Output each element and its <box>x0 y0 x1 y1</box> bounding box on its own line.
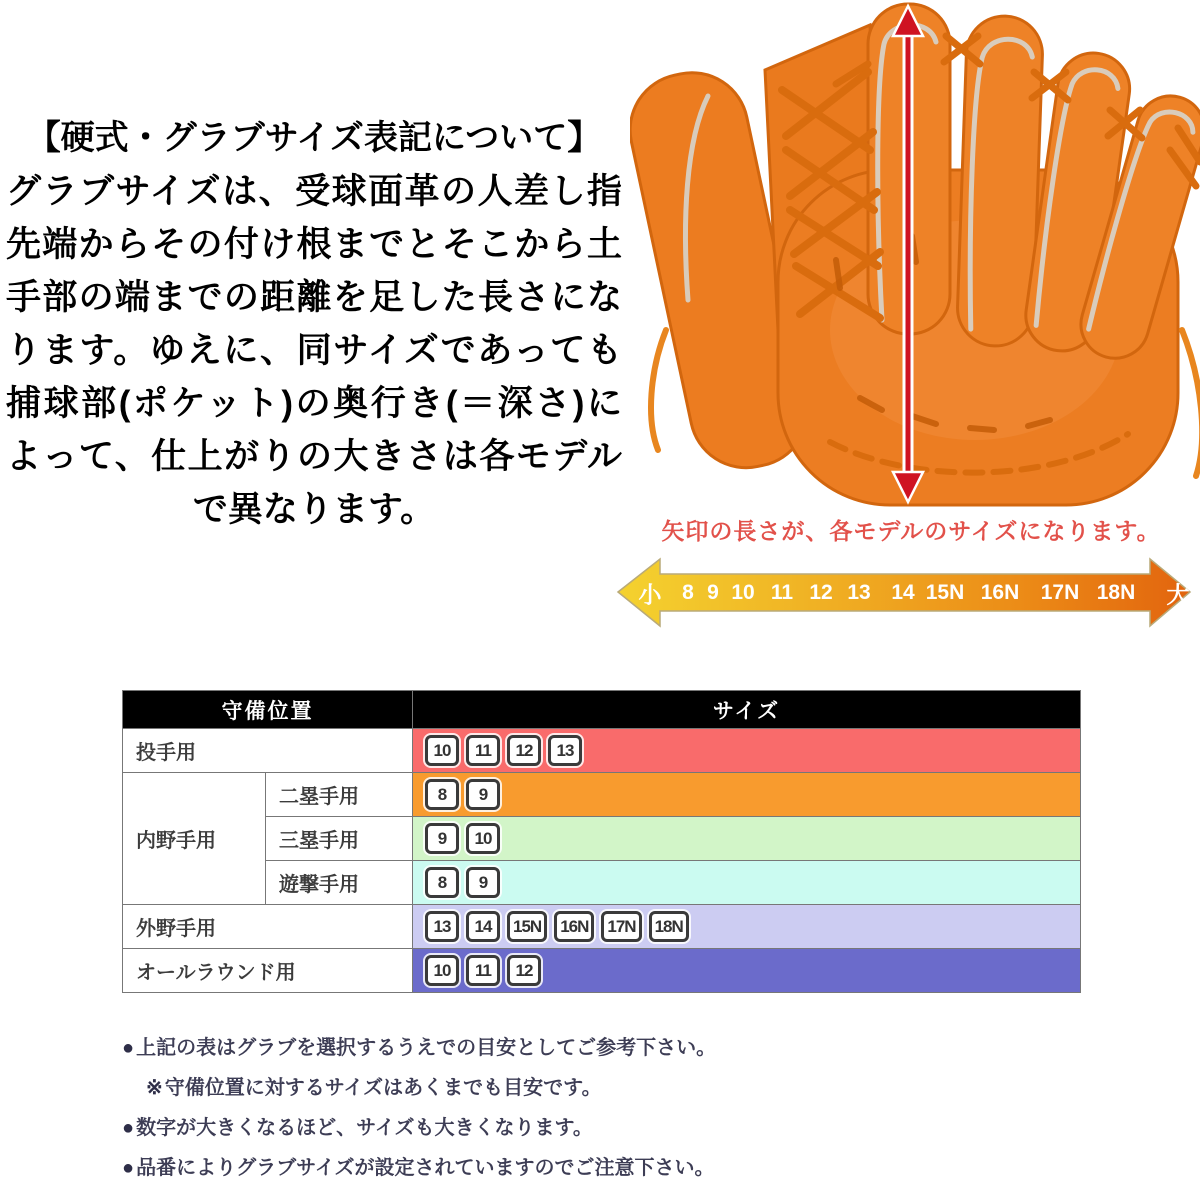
size-chip: 11 <box>466 735 500 766</box>
size-chip: 8 <box>425 779 459 810</box>
header-position: 守備位置 <box>123 691 413 729</box>
bullet-icon: ● <box>122 1117 135 1139</box>
scale-label: 11 <box>770 581 794 604</box>
note-line <box>122 1113 1022 1153</box>
size-scale <box>615 554 1195 632</box>
table-row <box>123 949 1081 993</box>
scale-label: 15N <box>925 581 965 604</box>
table-row <box>123 861 1081 905</box>
description-line: 先端からその付け根までとそこから土 <box>6 225 622 264</box>
size-chip: 14 <box>466 911 500 942</box>
size-chip: 8 <box>425 867 459 898</box>
note-text: 数字が大きくなるほど、サイズも大きくなります。 <box>136 1117 593 1139</box>
note-line <box>122 1073 1022 1113</box>
arrow-caption: 矢印の長さが、各モデルのサイズになります。 <box>661 518 1161 544</box>
bullet-icon: ● <box>122 1157 135 1179</box>
asterisk-icon: ※ <box>146 1077 163 1099</box>
size-chip: 10 <box>425 735 459 766</box>
scale-label: 小 <box>638 581 662 608</box>
bullet-icon: ● <box>122 1037 135 1059</box>
header-size: サイズ <box>413 691 1081 729</box>
position-pitcher: 投手用 <box>123 729 413 773</box>
size-chip: 16N <box>554 911 594 942</box>
table-row <box>123 905 1081 949</box>
table-row <box>123 773 1081 817</box>
size-chips <box>425 779 1080 810</box>
size-chip: 13 <box>425 911 459 942</box>
size-chip: 10 <box>425 955 459 986</box>
size-chip: 12 <box>507 955 541 986</box>
size-chip: 13 <box>548 735 582 766</box>
table-row <box>123 817 1081 861</box>
position-infield-group: 内野手用 <box>123 773 266 905</box>
scale-label: 14 <box>891 581 915 604</box>
description-line: 捕球部(ポケット)の奥行き(＝深さ)に <box>6 384 622 423</box>
size-chips <box>425 823 1080 854</box>
size-table <box>122 690 1081 993</box>
scale-label: 16N <box>980 581 1020 604</box>
size-chip: 15N <box>507 911 547 942</box>
position-shortstop: 遊撃手用 <box>266 861 413 905</box>
description-line: よって、仕上がりの大きさは各モデル <box>6 437 622 476</box>
note-line <box>122 1153 1022 1193</box>
size-chip: 9 <box>425 823 459 854</box>
size-chips <box>425 955 1080 986</box>
position-second-base: 二塁手用 <box>266 773 413 817</box>
scale-label: 10 <box>731 581 755 604</box>
size-chip: 9 <box>466 779 500 810</box>
table-row <box>123 729 1081 773</box>
note-text: 守備位置に対するサイズはあくまでも目安です。 <box>164 1077 602 1099</box>
scale-label: 大 <box>1166 581 1190 608</box>
scale-label: 8 <box>682 581 694 604</box>
footnotes <box>122 1033 1022 1193</box>
scale-label: 18N <box>1096 581 1136 604</box>
scale-label: 13 <box>847 581 871 604</box>
note-text: 上記の表はグラブを選択するうえでの目安としてご参考下さい。 <box>136 1037 717 1059</box>
position-third-base: 三塁手用 <box>266 817 413 861</box>
scale-label: 12 <box>809 581 833 604</box>
glove-illustration <box>630 0 1200 512</box>
description-line: ります。ゆえに、同サイズであっても <box>6 331 622 370</box>
description-line: グラブサイズは、受球面革の人差し指 <box>6 172 622 211</box>
size-chip: 10 <box>466 823 500 854</box>
size-chip: 17N <box>601 911 641 942</box>
glove-photo <box>630 0 1200 512</box>
size-chip: 9 <box>466 867 500 898</box>
size-chip: 12 <box>507 735 541 766</box>
note-line <box>122 1033 1022 1073</box>
size-chip: 18N <box>649 911 689 942</box>
note-text: 品番によりグラブサイズが設定されていますのでご注意下さい。 <box>136 1157 715 1179</box>
size-description <box>6 112 622 536</box>
table-header-row <box>123 691 1081 729</box>
scale-label: 9 <box>707 581 719 604</box>
scale-label: 17N <box>1040 581 1080 604</box>
description-line: 手部の端までの距離を足した長さにな <box>6 278 622 317</box>
description-heading: 【硬式・グラブサイズ表記について】 <box>26 119 602 157</box>
size-chips <box>425 735 1080 766</box>
size-chips <box>425 867 1080 898</box>
position-allround: オールラウンド用 <box>123 949 413 993</box>
size-chips <box>425 911 1080 942</box>
size-chip: 11 <box>466 955 500 986</box>
position-outfield: 外野手用 <box>123 905 413 949</box>
description-line: で異なります。 <box>192 490 436 529</box>
